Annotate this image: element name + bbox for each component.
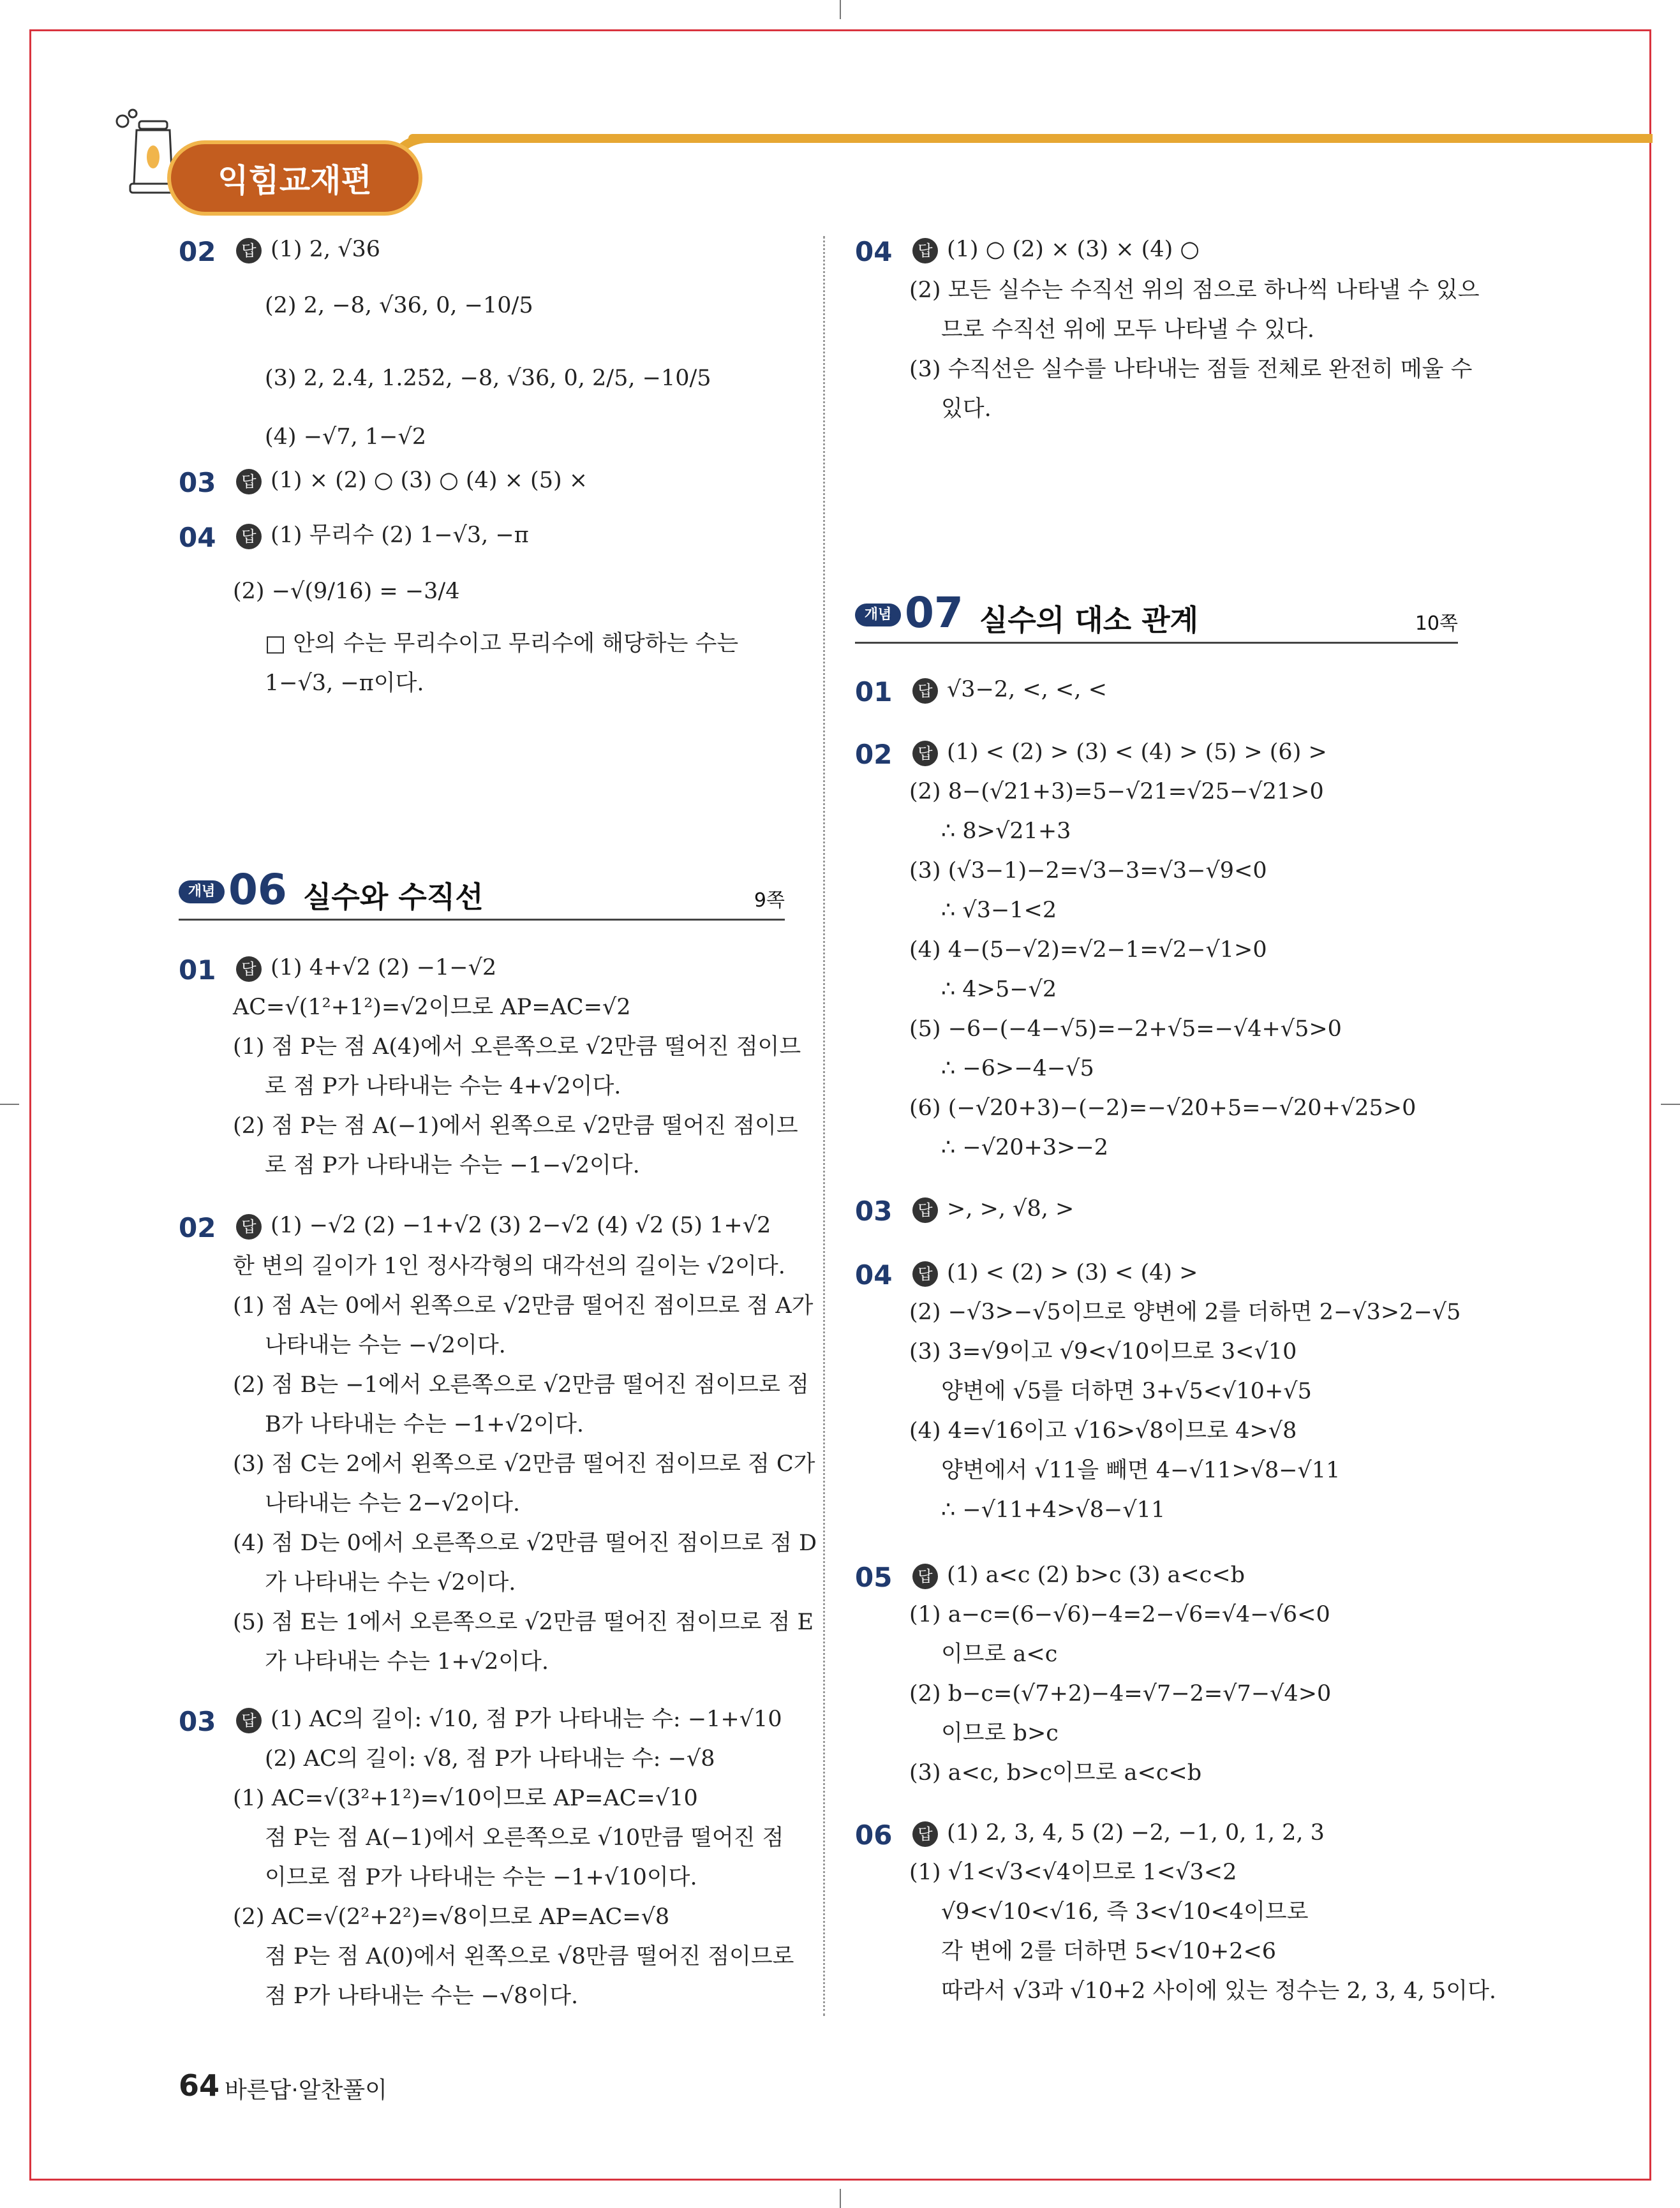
section-page-ref: 10쪽	[1415, 612, 1458, 635]
explanation-line: (1) 점 P는 점 A(4)에서 오른쪽으로 √2만큼 떨어진 점이므	[233, 1034, 801, 1060]
answer-line	[236, 952, 496, 984]
answer-line	[912, 1193, 1074, 1225]
section-page-ref: 9쪽	[754, 889, 785, 912]
section-title: 실수의 대소 관계	[979, 603, 1199, 637]
question-number: 06	[855, 1819, 893, 1851]
explanation-line: (2) 점 B는 −1에서 오른쪽으로 √2만큼 떨어진 점이므로 점	[233, 1372, 809, 1398]
explanation-line: (3) 수직선은 실수를 나타내는 점들 전체로 완전히 메울 수	[909, 357, 1473, 382]
answer-text: (1) −√2 (2) −1+√2 (3) 2−√2 (4) √2 (5) 1+√2	[271, 1213, 771, 1238]
explanation-line: (4) 점 D는 0에서 오른쪽으로 √2만큼 떨어진 점이므로 점 D	[233, 1530, 817, 1556]
question-number: 04	[855, 236, 893, 267]
explanation-line: 로 점 P가 나타내는 수는 −1−√2이다.	[265, 1153, 640, 1178]
explanation-line: AC=√(1²+1²)=√2이므로 AP=AC=√2	[233, 995, 631, 1020]
answer-text: (1) ○ (2) × (3) × (4) ○	[947, 237, 1200, 262]
explanation-line: 1−√3, −π이다.	[265, 671, 424, 696]
answer-text: √3−2, <, <, <	[947, 677, 1107, 702]
crop-mark	[1661, 1104, 1680, 1105]
explanation-line: 있다.	[941, 396, 992, 422]
answer-badge: 답	[912, 1821, 938, 1847]
column-divider	[823, 236, 825, 2016]
explanation-line: 로 점 P가 나타내는 수는 4+√2이다.	[265, 1074, 621, 1099]
question-number: 01	[855, 676, 893, 708]
explanation-line: ∴ −6>−4−√5	[941, 1056, 1094, 1081]
answer-line	[912, 1257, 1198, 1289]
answer-text: (1) < (2) > (3) < (4) >	[947, 1260, 1198, 1286]
explanation-line: (2) AC=√(2²+2²)=√8이므로 AP=AC=√8	[233, 1904, 670, 1930]
explanation-line: (2) 모든 실수는 수직선 위의 점으로 하나씩 나타낼 수 있으	[909, 278, 1480, 303]
explanation-line: (1) 점 A는 0에서 왼쪽으로 √2만큼 떨어진 점이므로 점 A가	[233, 1293, 814, 1319]
explanation-line: 점 P는 점 A(−1)에서 오른쪽으로 √10만큼 떨어진 점	[265, 1825, 784, 1851]
explanation-line: (6) (−√20+3)−(−2)=−√20+5=−√20+√25>0	[909, 1095, 1416, 1121]
explanation-line: (5) 점 E는 1에서 오른쪽으로 √2만큼 떨어진 점이므로 점 E	[233, 1610, 814, 1635]
explanation-line: 한 변의 길이가 1인 정사각형의 대각선의 길이는 √2이다.	[233, 1254, 785, 1279]
answer-badge: 답	[912, 678, 938, 704]
explanation-line: 점 P가 나타내는 수는 −√8이다.	[265, 1983, 579, 2009]
concept-tag: 개념	[855, 604, 901, 626]
answer-text: (1) a<c (2) b>c (3) a<c<b	[947, 1562, 1245, 1588]
header-band	[408, 134, 1653, 143]
explanation-line: (4) 4=√16이고 √16>√8이므로 4>√8	[909, 1418, 1297, 1444]
answer-line: (2) AC의 길이: √8, 점 P가 나타내는 수: −√8	[265, 1746, 715, 1772]
question-number: 03	[179, 1706, 216, 1737]
explanation-line: (1) a−c=(6−√6)−4=2−√6=√4−√6<0	[909, 1602, 1330, 1627]
question-number: 04	[179, 522, 216, 553]
explanation-line: (3) 3=√9이고 √9<√10이므로 3<√10	[909, 1339, 1297, 1365]
answer-badge: 답	[236, 524, 262, 549]
answer-badge: 답	[912, 1261, 938, 1287]
answer-line	[912, 674, 1107, 706]
answer-line	[236, 1703, 782, 1735]
explanation-line: 이므로 점 P가 나타내는 수는 −1+√10이다.	[265, 1865, 697, 1890]
explanation-line: (1) AC=√(3²+1²)=√10이므로 AP=AC=√10	[233, 1786, 698, 1811]
explanation-line: □ 안의 수는 무리수이고 무리수에 해당하는 수는	[265, 631, 739, 656]
answer-badge: 답	[236, 238, 262, 263]
question-number: 02	[855, 739, 893, 770]
answer-line	[912, 1559, 1245, 1591]
crop-mark	[840, 2189, 841, 2208]
question-number: 02	[179, 236, 216, 267]
question-number: 03	[855, 1196, 893, 1227]
answer-text: (1) 2, 3, 4, 5 (2) −2, −1, 0, 1, 2, 3	[947, 1820, 1325, 1846]
explanation-line: ∴ 4>5−√2	[941, 977, 1057, 1002]
explanation-line: (2) b−c=(√7+2)−4=√7−2=√7−√4>0	[909, 1681, 1332, 1707]
answer-line: (2) 2, −8, √36, 0, −10/5	[265, 293, 533, 318]
answer-line	[236, 519, 529, 551]
answer-text: >, >, √8, >	[947, 1196, 1074, 1222]
answer-line: (4) −√7, 1−√2	[265, 424, 427, 450]
question-number: 05	[855, 1562, 893, 1593]
answer-text: (1) 2, √36	[271, 237, 381, 262]
answer-line	[912, 736, 1327, 768]
section-title: 실수와 수직선	[303, 880, 484, 914]
answer-line	[236, 1210, 771, 1241]
question-number: 01	[179, 954, 216, 986]
answer-line: (3) 2, 2.4, 1.2̇5̇2̇, −8, √36, 0, 2/5, −10/5	[265, 366, 711, 391]
question-number: 03	[179, 467, 216, 498]
explanation-line: 이므로 b>c	[941, 1721, 1059, 1746]
section-number: 06	[228, 865, 287, 914]
explanation-line: B가 나타내는 수는 −1+√2이다.	[265, 1412, 584, 1437]
question-number: 02	[179, 1212, 216, 1243]
answer-line	[912, 233, 1200, 265]
explanation-line: (3) 점 C는 2에서 왼쪽으로 √2만큼 떨어진 점이므로 점 C가	[233, 1451, 815, 1477]
explanation-line: (2) 점 P는 점 A(−1)에서 왼쪽으로 √2만큼 떨어진 점이므	[233, 1113, 798, 1139]
answer-line	[236, 464, 588, 496]
explanation-line: (1) √1<√3<√4이므로 1<√3<2	[909, 1860, 1237, 1885]
page-number: 64	[179, 2068, 220, 2103]
answer-text: (1) < (2) > (3) < (4) > (5) > (6) >	[947, 739, 1327, 765]
explanation-line: √9<√10<√16, 즉 3<√10<4이므로	[941, 1899, 1309, 1925]
explanation-line: 나타내는 수는 2−√2이다.	[265, 1491, 521, 1516]
answer-badge: 답	[912, 741, 938, 766]
explanation-line: (3) a<c, b>c이므로 a<c<b	[909, 1760, 1202, 1786]
answer-badge: 답	[236, 1708, 262, 1733]
answer-badge: 답	[912, 238, 938, 263]
explanation-line: (4) 4−(5−√2)=√2−1=√2−√1>0	[909, 937, 1267, 963]
crop-mark	[840, 0, 841, 19]
answer-badge: 답	[236, 956, 262, 982]
explanation-line: 점 P는 점 A(0)에서 왼쪽으로 √8만큼 떨어진 점이므로	[265, 1944, 794, 1969]
crop-mark	[0, 1104, 19, 1105]
section-heading	[179, 861, 785, 921]
answer-badge: 답	[912, 1564, 938, 1589]
explanation-line: 나타내는 수는 −√2이다.	[265, 1333, 506, 1358]
section-heading	[855, 584, 1458, 644]
explanation-line: (2) −√(9/16) = −3/4	[233, 579, 460, 604]
answer-text: (1) AC의 길이: √10, 점 P가 나타내는 수: −1+√10	[271, 1707, 782, 1732]
explanation-line: 따라서 √3과 √10+2 사이에 있는 정수는 2, 3, 4, 5이다.	[941, 1978, 1497, 2004]
explanation-line: ∴ 8>√21+3	[941, 819, 1071, 844]
answer-text: (1) 무리수 (2) 1−√3, −π	[271, 522, 529, 548]
explanation-line: (5) −6−(−4−√5)=−2+√5=−√4+√5>0	[909, 1016, 1342, 1042]
answer-line	[236, 233, 380, 265]
answer-badge: 답	[236, 1214, 262, 1240]
explanation-line: 양변에 √5를 더하면 3+√5<√10+√5	[941, 1379, 1312, 1404]
explanation-line: ∴ −√11+4>√8−√11	[941, 1497, 1166, 1523]
answer-badge: 답	[236, 469, 262, 494]
explanation-line: 각 변에 2를 더하면 5<√10+2<6	[941, 1939, 1277, 1964]
explanation-line: ∴ √3−1<2	[941, 898, 1057, 923]
explanation-line: 므로 수직선 위에 모두 나타낼 수 있다.	[941, 317, 1315, 343]
concept-tag: 개념	[179, 880, 225, 903]
question-number: 04	[855, 1259, 893, 1291]
book-title: 바른답·알찬풀이	[225, 2077, 387, 2103]
section-tab-label: 익힘교재편	[167, 140, 422, 216]
explanation-line: 가 나타내는 수는 1+√2이다.	[265, 1649, 549, 1675]
explanation-line: 가 나타내는 수는 √2이다.	[265, 1570, 516, 1596]
explanation-line: (2) −√3>−√5이므로 양변에 2를 더하면 2−√3>2−√5	[909, 1300, 1461, 1325]
answer-line	[912, 1817, 1325, 1849]
answer-text: (1) 4+√2 (2) −1−√2	[271, 955, 497, 981]
explanation-line: 양변에서 √11을 빼면 4−√11>√8−√11	[941, 1458, 1341, 1483]
answer-badge: 답	[912, 1197, 938, 1223]
explanation-line: (2) 8−(√21+3)=5−√21=√25−√21>0	[909, 779, 1324, 804]
explanation-line: 이므로 a<c	[941, 1641, 1058, 1667]
section-number: 07	[905, 588, 963, 637]
answer-text: (1) × (2) ○ (3) ○ (4) × (5) ×	[271, 468, 588, 493]
explanation-line: ∴ −√20+3>−2	[941, 1135, 1109, 1160]
explanation-line: (3) (√3−1)−2=√3−3=√3−√9<0	[909, 858, 1267, 884]
